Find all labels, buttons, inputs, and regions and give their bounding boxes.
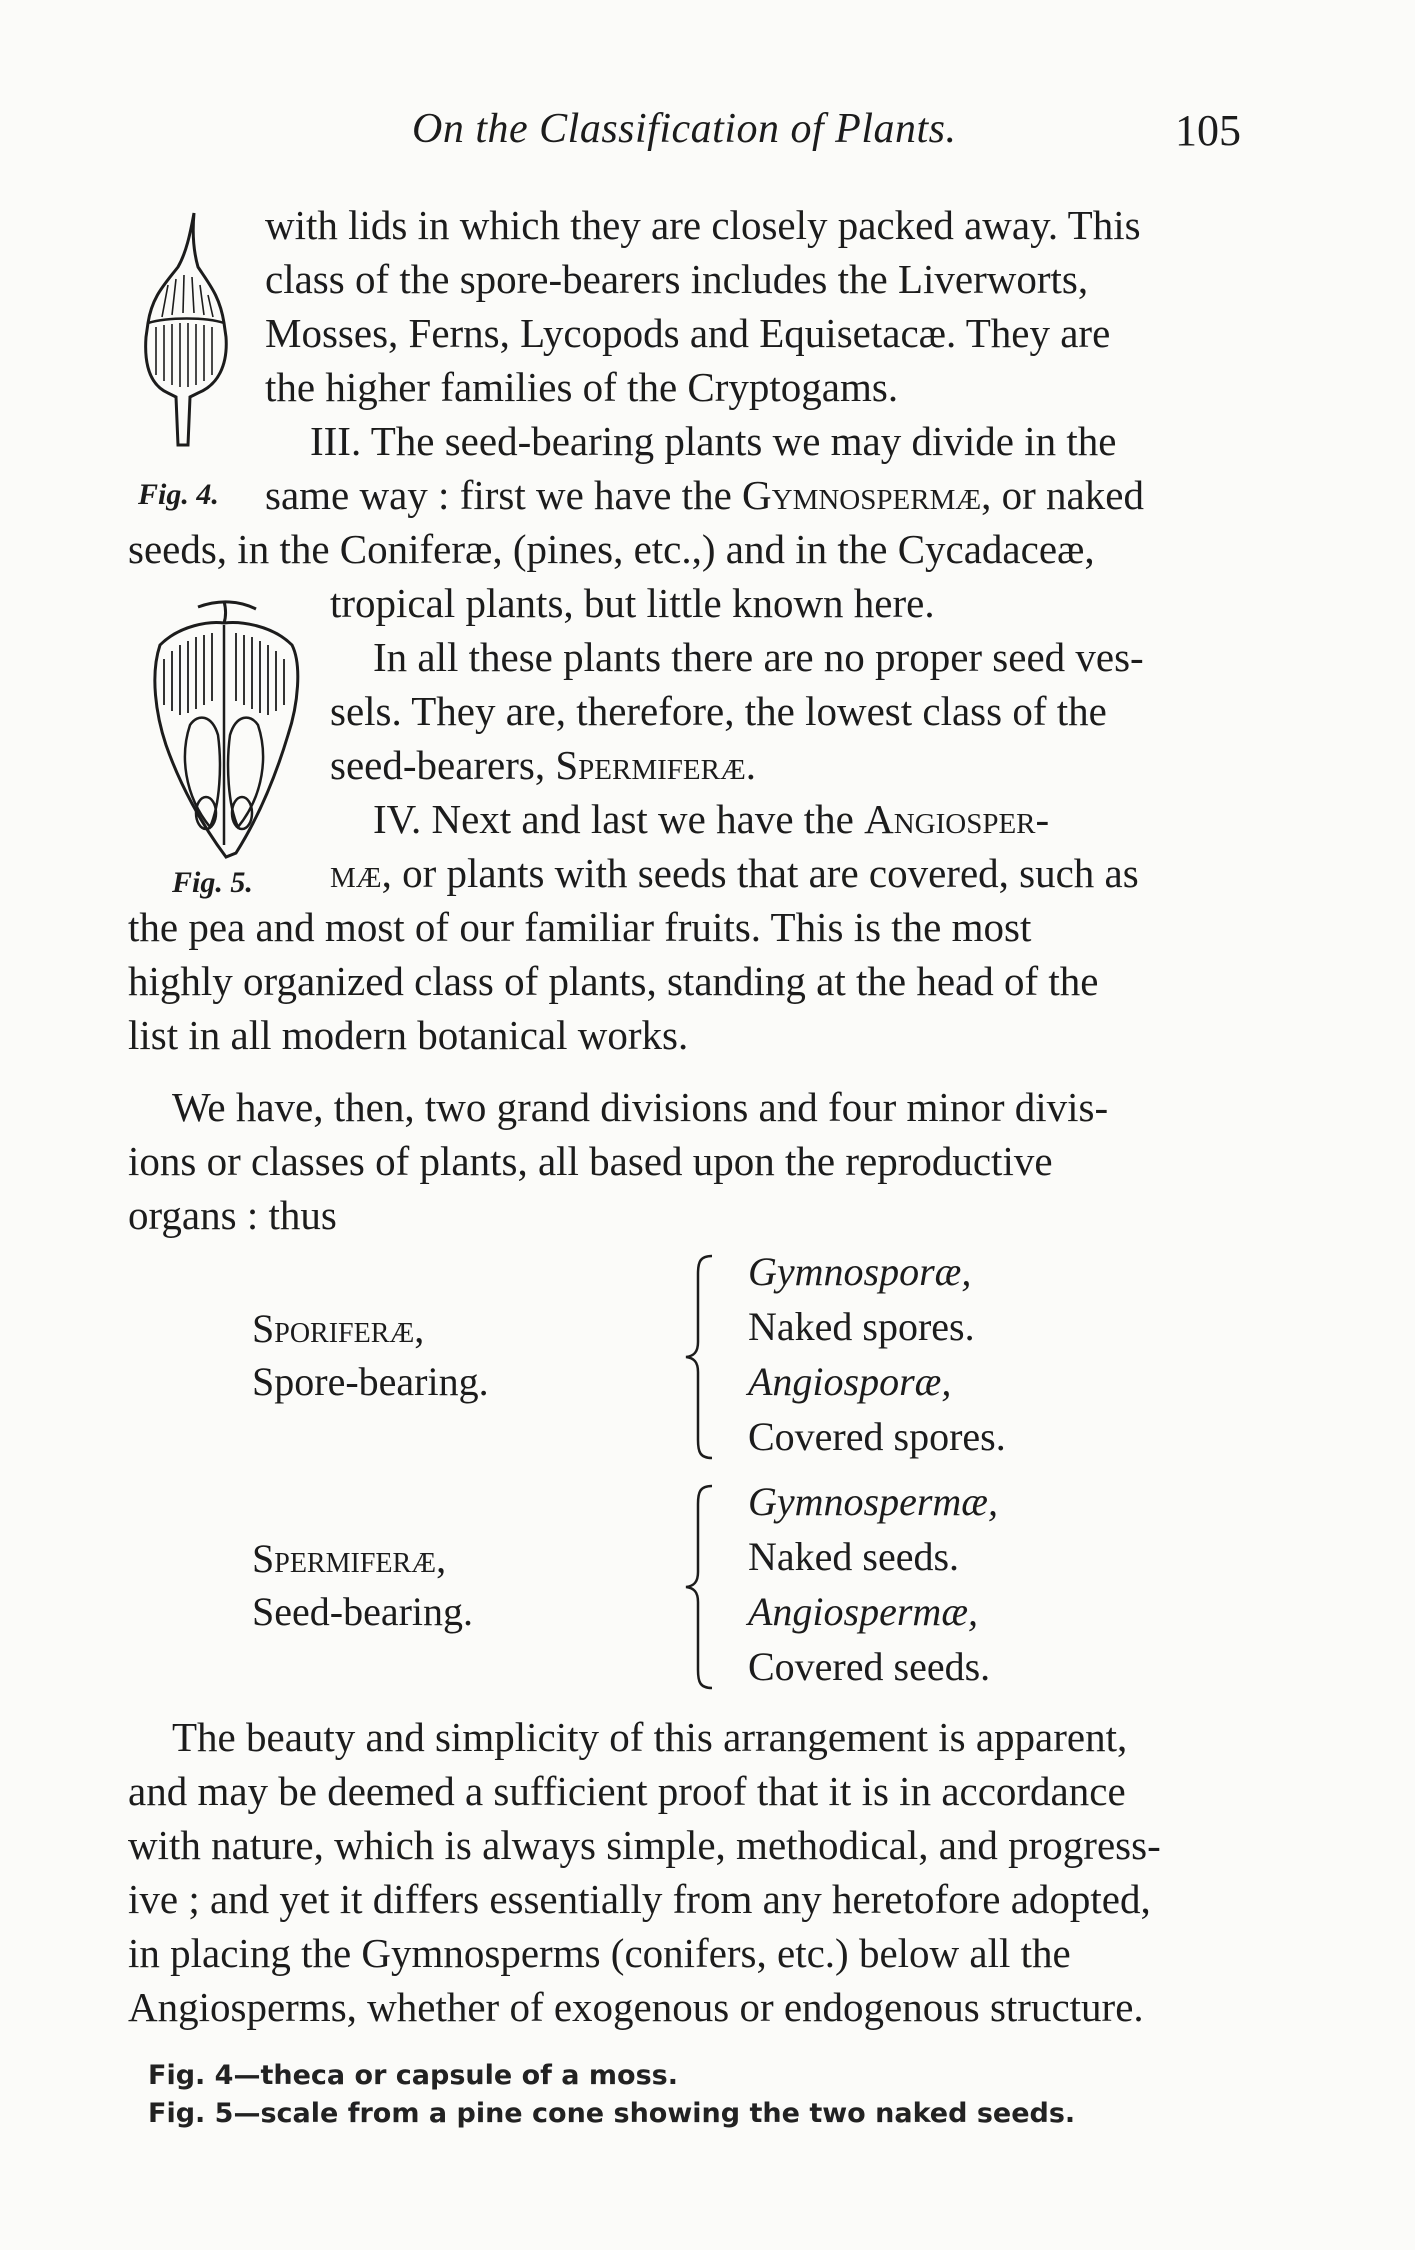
group1-item2-latin: Angiosporæ, xyxy=(748,1359,952,1404)
figure-4-caption: Fig. 4—theca or capsule of a moss. xyxy=(148,2060,679,2091)
p5-line-3: organs : thus xyxy=(128,1192,337,1238)
p4-line-4: highly organized class of plants, standing at the head of the xyxy=(128,958,1099,1004)
p4-line-3: the pea and most of our familiar fruits. This is the most xyxy=(128,904,1032,950)
p6-line-3: with nature, which is always simple, methodical, and progress- xyxy=(128,1822,1161,1868)
group2-brace xyxy=(682,1482,722,1692)
p5-line-2: ions or classes of plants, all based upon the reproductive xyxy=(128,1138,1053,1184)
group1-brace xyxy=(682,1252,722,1462)
p1-line-3: Mosses, Ferns, Lycopods and Equisetacæ. They are xyxy=(265,310,1111,356)
moss-capsule-illustration xyxy=(128,205,248,460)
p4-line-2b: , or plants with seeds that are covered, such as xyxy=(381,850,1139,896)
p3-line-3 xyxy=(330,738,756,792)
p6-line-1: The beauty and simplicity of this arrangement is apparent, xyxy=(172,1714,1128,1760)
p4-line-5: list in all modern botanical works. xyxy=(128,1012,689,1058)
figure-4-label: Fig. 4. xyxy=(138,478,219,511)
p6-line-4: ive ; and yet it differs essentially from any heretofore adopted, xyxy=(128,1876,1151,1922)
p1-line-2: class of the spore-bearers includes the Liverworts, xyxy=(265,256,1089,302)
group1-desc: Spore-bearing. xyxy=(252,1359,489,1404)
group1-item1-common: Naked spores. xyxy=(748,1304,975,1349)
p2-line-3: seeds, in the Coniferæ, (pines, etc.,) and in the Cycadaceæ, xyxy=(128,526,1095,572)
p4-line-2 xyxy=(330,846,1139,900)
p3-line-1: In all these plants there are no proper seed ves- xyxy=(373,634,1144,680)
pine-cone-scale-illustration xyxy=(140,595,310,865)
p3-line-2: sels. They are, therefore, the lowest class of the xyxy=(330,688,1107,734)
group2-item1-latin: Gymnospermæ, xyxy=(748,1479,998,1524)
group2-item2-latin: Angiospermæ, xyxy=(748,1589,978,1634)
p2-line-2 xyxy=(265,468,1144,522)
running-title: On the Classification of Plants. xyxy=(412,106,957,152)
angiospermae-term-a: Angiosper- xyxy=(864,796,1050,842)
p5-line-1: We have, then, two grand divisions and four minor divis- xyxy=(172,1084,1109,1130)
gymnospermae-term: Gymnospermæ xyxy=(742,472,982,518)
p1-line-4: the higher families of the Cryptogams. xyxy=(265,364,899,410)
p4-line-1a: IV. Next and last we have the xyxy=(373,796,865,842)
figure-5-label: Fig. 5. xyxy=(172,866,253,899)
angiospermae-term-b: mæ xyxy=(330,850,382,896)
group1-item2-common: Covered spores. xyxy=(748,1414,1006,1459)
p2-line-1: III. The seed-bearing plants we may divide in the xyxy=(310,418,1117,464)
group2-item1-common: Naked seeds. xyxy=(748,1534,960,1579)
figure-5-caption: Fig. 5—scale from a pine cone showing the two naked seeds. xyxy=(148,2098,1076,2129)
p6-line-6: Angiosperms, whether of exogenous or endogenous structure. xyxy=(128,1984,1144,2030)
p3-line-3a: seed-bearers, xyxy=(330,742,556,788)
group2-name: Spermiferæ, xyxy=(252,1536,447,1581)
group1-item1-latin: Gymnosporæ, xyxy=(748,1249,972,1294)
group2-desc: Seed-bearing. xyxy=(252,1589,474,1634)
group1-name: Sporiferæ, xyxy=(252,1306,425,1351)
spermiferae-term: Spermiferæ. xyxy=(555,742,757,788)
page-number: 105 xyxy=(1175,106,1241,155)
p6-line-5: in placing the Gymnosperms (conifers, etc.) below all the xyxy=(128,1930,1071,1976)
p6-line-2: and may be deemed a sufficient proof that it is in accordance xyxy=(128,1768,1126,1814)
p4-line-1 xyxy=(373,792,1049,846)
p2-line-4: tropical plants, but little known here. xyxy=(330,580,935,626)
p2-line-2b: , or naked xyxy=(981,472,1144,518)
group2-item2-common: Covered seeds. xyxy=(748,1644,991,1689)
p2-line-2a: same way : first we have the xyxy=(265,472,743,518)
p1-line-1: with lids in which they are closely packed away. This xyxy=(265,202,1141,248)
